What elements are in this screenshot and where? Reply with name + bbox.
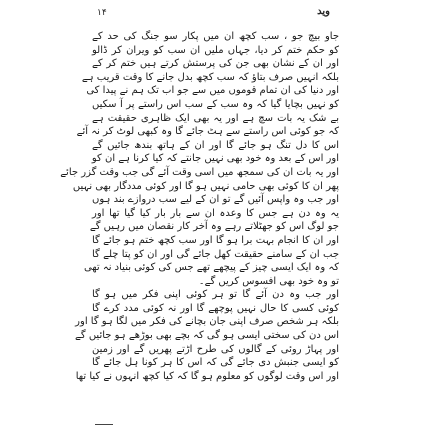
- text-line: اور جب وہ دن آئے گا تو ہر کوئی اپنی فکر میں ہو گا: [92, 289, 339, 301]
- text-line: بلکہ ہر شخص صرف اپنی جان بچانے کی فکر میں لگا ہو گا اور: [75, 316, 339, 328]
- text-line: اور ان کے نشان بھی جن کی پرستش کرتے ہیں ختم کر کے: [92, 58, 339, 70]
- text-line: کو نہیں بچایا گیا کہ وہ سب کے سب اس راستے پر آ سکیں: [92, 98, 339, 110]
- text-line: اور پہاڑ روئی کے گالوں کی طرح اڑتے پھریں گے اور زمین: [92, 343, 339, 355]
- text-line: کو ایسی جنبش دی جائے گی کہ اس کا ہر کونا ہل جائے گا: [92, 357, 339, 369]
- text-line: بے شک یہ بات سچ ہے اور یہ بھی ایک ظاہری حقیقت ہے: [92, 112, 339, 124]
- text-line: جو لوگ اس کو جھٹلاتے رہے وہ آخر کار نقصان میں رہیں گے: [89, 221, 339, 233]
- text-line: اور ان کا انجام بہت برا ہو گا اور سب کچھ ختم ہو جائے گا: [92, 234, 339, 246]
- text-line: اور دنیا کی ان تمام قوموں میں سے جو اب تک ہم نے پیدا کی: [86, 85, 339, 97]
- text-line: کو حکم ختم کر دیا، جہاں ملیں ان سب کو ویران کر ڈالو: [92, 44, 339, 56]
- text-line: اس دن کی سختی ایسی ہو گی کہ بچے بھی بوڑھے ہو جائیں گے: [75, 330, 339, 342]
- text-line: جب ان کے سامنے حقیقت کھل جائے گی اور ان کو پتا چلے گا: [92, 248, 339, 260]
- text-line: تو وہ خود بھی افسوس کریں گے۔: [198, 275, 339, 287]
- text-line: جاو بیچ جو ، سب کچھ ان میں پکار سو جنگ کی حد کے: [92, 31, 339, 42]
- text-line: اس کا دل تنگ ہو جائے گا اور ان کے ہاتھ بندھ جائیں گے: [92, 139, 339, 151]
- text-line: اور اس کے بعد وہ خود بھی نہیں جانتے کہ کیا کرنا ہے ان کو: [91, 153, 339, 165]
- page-number: ۱۴: [97, 8, 107, 18]
- text-line: اور یہ بات ان کی سمجھ میں اسی وقت آئے گی جب وقت گزر جائے: [60, 166, 339, 178]
- footer-rule: [95, 424, 113, 425]
- text-line: بلکہ انہیں صرف بتاؤ کہ سب کچھ بدل جانے کا وقت قریب ہے: [81, 71, 339, 83]
- running-head: وید: [317, 6, 330, 17]
- text-line: اور جب وہ واپس آئیں گے تو ان کے لیے سب دروازے بند ہوں: [92, 194, 339, 206]
- text-line: پھر ان کا کوئی بھی حامی نہیں ہو گا اور کوئی مددگار بھی نہیں: [72, 180, 339, 192]
- text-line: کہ وہ ایک ایسی چیز کے پیچھے تھے جس کی کوئی بنیاد نہ تھی: [83, 262, 339, 274]
- text-line: یہ وہ دن ہے جس کا وعدہ ان سے بار بار کیا گیا تھا اور: [92, 207, 339, 219]
- text-line: اور اس وقت لوگوں کو معلوم ہو گا کہ کیا کچھ انہوں نے کیا تھا: [75, 370, 339, 382]
- body-text: [60, 30, 339, 383]
- text-line: کہ جو کوئی اس راستے سے ہٹ جائے گا وہ کبھی لوٹ کر نہ آئے: [76, 126, 339, 138]
- text-line: کوئی کسی کا حال نہیں پوچھے گا اور نہ کوئی مدد کرے گا: [92, 302, 339, 314]
